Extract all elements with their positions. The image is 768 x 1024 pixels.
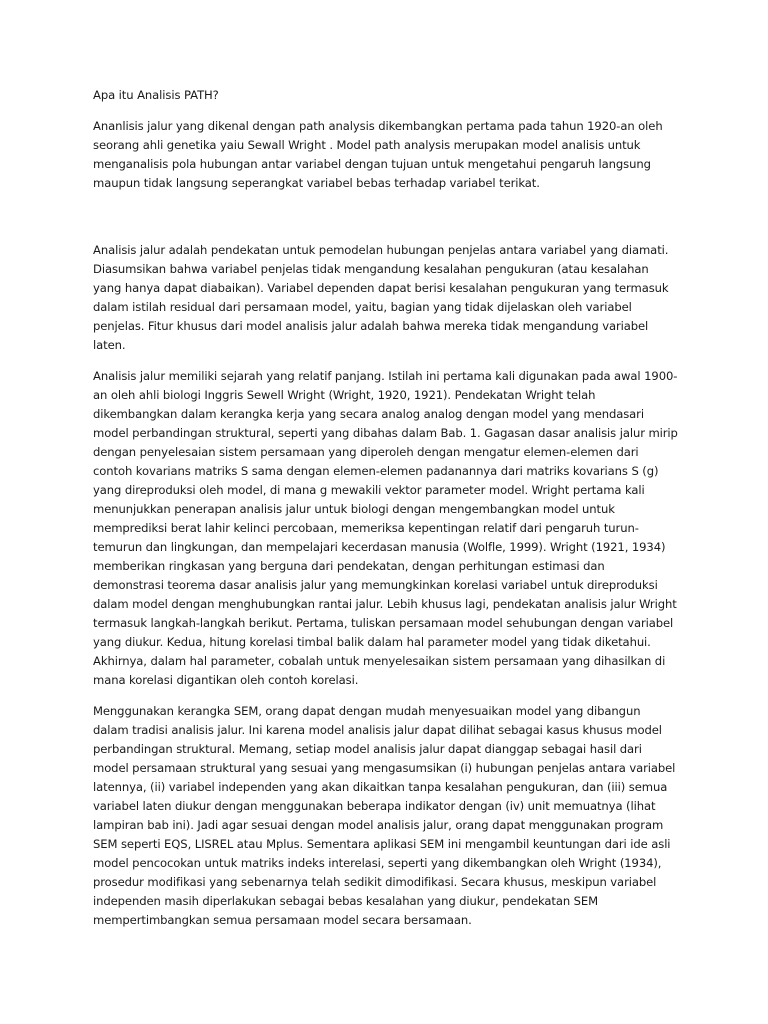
paragraph-history: Analisis jalur memiliki sejarah yang relatif panjang. Istilah ini pertama kali digunakan pada awal 1900-an oleh ahli biologi Inggris Sewell Wright (Wright, 1920, 1921). Pendekatan Wright telah dikembangkan dalam kerangka kerja yang secara analog analog dengan model yang mendasari model perbandingan struktural, seperti yang dibahas dalam Bab. 1. Gagasan dasar analisis jalur mirip dengan penyelesaian sistem persamaan yang diperoleh dengan mengatur elemen-elemen dari contoh kovarians matriks S sama dengan elemen-elemen padanannya dari matriks kovarians S (g) yang direproduksi oleh model, di mana g mewakili vektor parameter model. Wright pertama kali menunjukkan penerapan analisis jalur untuk biologi dengan mengembangkan model untuk memprediksi berat lahir kelinci percobaan, memeriksa kepentingan relatif dari pengaruh turun-temurun dan lingkungan, dan mempelajari kecerdasan manusia (Wolfle, 1999). Wright (1921, 1934) memberikan ringkasan yang berguna dari pendekatan, dengan perhitungan estimasi dan demonstrasi teorema dasar analisis jalur yang memungkinkan korelasi variabel untuk direproduksi dalam model dengan menghubungkan rantai jalur. Lebih khusus lagi, pendekatan analisis jalur Wright termasuk langkah-langkah berikut. Pertama, tuliskan persamaan model sehubungan dengan variabel yang diukur. Kedua, hitung korelasi timbal balik dalam hal parameter model yang tidak diketahui. Akhirnya, dalam hal parameter, cobalah untuk menyelesaikan sistem persamaan yang dihasilkan di mana korelasi digantikan oleh contoh korelasi. — [93, 369, 678, 687]
paragraph-intro-text-1: Ananlisis jalur yang dikenal dengan path analysis dikembangkan pertama pada tahun 1920-an oleh seorang ahli genetika yaiu — [93, 119, 663, 152]
document-title: Apa itu Analisis PATH? — [93, 88, 219, 102]
paragraph-intro-bold-name: Sewall Wright — [247, 138, 326, 152]
paragraph-definition: Analisis jalur adalah pendekatan untuk pemodelan hubungan penjelas antara variabel yang diamati. Diasumsikan bahwa variabel penjelas tidak mengandung kesalahan pengukuran (atau kesalahan yang hanya dapat diabaikan). Variabel dependen dapat berisi kesalahan pengukuran yang termasuk dalam istilah residual dari persamaan model, yaitu, bagian yang tidak dijelaskan oleh variabel penjelas. Fitur khusus dari model analisis jalur adalah bahwa mereka tidak mengandung variabel laten. — [93, 243, 669, 352]
paragraph-sem: Menggunakan kerangka SEM, orang dapat dengan mudah menyesuaikan model yang dibangun dalam tradisi analisis jalur. Ini karena model analisis jalur dapat dilihat sebagai kasus khusus model perbandingan struktural. Memang, setiap model analisis jalur dapat dianggap sebagai hasil dari model persamaan struktural yang sesuai yang mengasumsikan (i) hubungan penjelas antara variabel latennya, (ii) variabel independen yang akan dikaitkan tanpa kesalahan pengukuran, dan (iii) semua variabel laten diukur dengan menggunakan beberapa indikator dengan (iv) unit memuatnya (lihat lampiran bab ini). Jadi agar sesuai dengan model analisis jalur, orang dapat menggunakan program SEM seperti EQS, LISREL atau Mplus. Sementara aplikasi SEM ini mengambil keuntungan dari ide asli model pencocokan untuk matriks indeks interelasi, seperti yang dikembangkan oleh Wright (1934), prosedur modifikasi yang sebenarnya telah sedikit dimodifikasi. Secara khusus, meskipun variabel independen masih diperlakukan sebagai bebas kesalahan yang diukur, pendekatan SEM mempertimbangkan semua persamaan model secara bersamaan. — [93, 704, 676, 927]
paragraph-intro — [93, 117, 678, 193]
paragraph-intro-text-2: . Model path analysis merupakan model analisis untuk menganalisis pola hubungan antar variabel dengan tujuan untuk mengetahui pengaruh langsung maupun tidak langsung seperangkat variabel bebas terhadap variabel terikat. — [93, 138, 651, 190]
document-body — [93, 86, 678, 942]
